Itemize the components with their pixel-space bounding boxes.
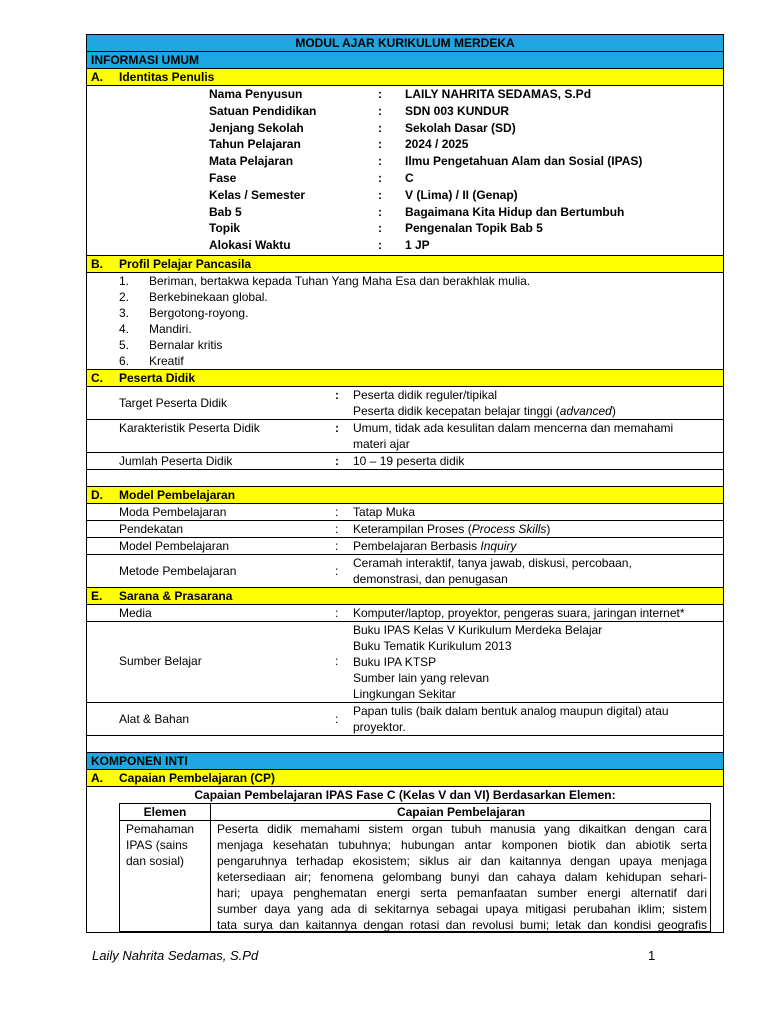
colon: :: [378, 87, 382, 101]
metode-value-2: demonstrasi, dan penugasan: [353, 572, 508, 586]
sumber-list: [353, 622, 602, 702]
column-divider: [210, 804, 211, 931]
identitas-label: Satuan Pendidikan: [209, 103, 317, 118]
identitas-value: C: [405, 171, 414, 185]
colon: :: [378, 103, 382, 118]
list-number: 3.: [119, 306, 130, 320]
alat-row: [87, 703, 723, 736]
pendekatan-row: [87, 521, 723, 538]
cp-table-header: [120, 804, 710, 821]
spacer-row: [87, 470, 723, 487]
identitas-value: Pengenalan Topik Bab 5: [405, 221, 543, 236]
identitas-value: Ilmu Pengetahuan Alam dan Sosial (IPAS): [405, 154, 643, 169]
section-d-header: [87, 487, 723, 504]
sumber-item: Buku IPA KTSP: [353, 655, 437, 669]
section-letter: C.: [91, 371, 103, 385]
colon: :: [378, 137, 382, 152]
colon: :: [378, 221, 382, 236]
colon: :: [378, 238, 382, 253]
capaian-line: sumber daya yang ada di sekitarnya sebagai upaya mitigasi perubahan iklim; sistem: [217, 902, 707, 916]
footer-author: Laily Nahrita Sedamas, S.Pd: [92, 948, 259, 963]
colon: :: [378, 154, 382, 169]
media-row: [87, 605, 723, 622]
info-umum-row: [87, 52, 723, 69]
sumber-item: Lingkungan Sekitar: [353, 687, 456, 701]
section-e-header: [87, 588, 723, 605]
identitas-label: Fase: [209, 171, 237, 185]
jumlah-label: Jumlah Peserta Didik: [119, 454, 233, 468]
colon: :: [335, 539, 339, 553]
section-letter: A.: [91, 771, 103, 785]
list-text: Bergotong-royong.: [149, 306, 249, 320]
profil-list: [119, 273, 530, 369]
section-title: Capaian Pembelajaran (CP): [119, 771, 276, 785]
colon: :: [335, 654, 339, 668]
metode-label: Metode Pembelajaran: [119, 564, 237, 578]
list-number: 1.: [119, 274, 130, 288]
identitas-value: LAILY NAHRITA SEDAMAS, S.Pd: [405, 87, 592, 101]
elemen-line: Pemahaman: [126, 822, 195, 836]
list-item: [119, 337, 530, 353]
section-title: Identitas Penulis: [119, 70, 215, 84]
sumber-row: [87, 622, 723, 703]
colon: :: [335, 505, 339, 519]
section-c-header: [87, 370, 723, 387]
list-number: 2.: [119, 290, 130, 304]
model-label: Model Pembelajaran: [119, 539, 230, 553]
identitas-label: Tahun Pelajaran: [209, 137, 301, 152]
identitas-label: Mata Pelajaran: [209, 154, 294, 169]
capaian-cell: [217, 821, 707, 933]
target-label: Target Peserta Didik: [119, 396, 228, 410]
colon: :: [335, 606, 339, 620]
moda-label: Moda Pembelajaran: [119, 505, 227, 519]
identitas-label: Nama Penyusun: [209, 87, 303, 101]
capaian-line: menjaga kesehatan tubuhnya; hubungan antar komponen biotik dan abiotik serta: [217, 838, 707, 852]
komponen-inti-row: [87, 753, 723, 770]
colon: :: [378, 187, 382, 202]
karakteristik-value-2: materi ajar: [353, 437, 410, 451]
list-text: Berkebinekaan global.: [149, 290, 268, 304]
sumber-item: Sumber lain yang relevan: [353, 671, 490, 685]
karakteristik-label: Karakteristik Peserta Didik: [119, 421, 260, 435]
colon: :: [378, 171, 382, 185]
section-letter: A.: [91, 70, 103, 84]
metode-value-1: Ceramah interaktif, tanya jawab, diskusi, percobaan,: [353, 556, 632, 570]
sumber-item: Buku IPAS Kelas V Kurikulum Merdeka Belajar: [353, 623, 603, 637]
list-item: [119, 353, 530, 369]
list-text: Beriman, bertakwa kepada Tuhan Yang Maha Esa dan berakhlak mulia.: [149, 274, 531, 288]
alat-value-1: Papan tulis (baik dalam bentuk analog maupun digital) atau: [353, 704, 669, 718]
info-umum-heading: INFORMASI UMUM: [91, 53, 199, 67]
model-value: Pembelajaran Berbasis Inquiry: [353, 539, 517, 553]
identitas-label: Alokasi Waktu: [209, 238, 291, 253]
colon: :: [335, 421, 339, 435]
profil-list-block: [87, 273, 723, 370]
jumlah-value: 10 – 19 peserta didik: [353, 454, 465, 468]
jumlah-row: [87, 453, 723, 470]
col-capaian-header: Capaian Pembelajaran: [396, 805, 526, 819]
section-title: Model Pembelajaran: [119, 488, 236, 502]
identitas-value: 1 JP: [405, 238, 430, 253]
section-letter: E.: [91, 589, 103, 603]
metode-row: [87, 555, 723, 588]
identitas-label: Kelas / Semester: [209, 187, 306, 202]
pendekatan-value: Keterampilan Proses (Process Skills): [353, 522, 551, 536]
document-table: [86, 34, 724, 933]
sumber-label: Sumber Belajar: [119, 654, 202, 668]
pendekatan-label: Pendekatan: [119, 522, 184, 536]
list-item: [119, 321, 530, 337]
document-title: MODUL AJAR KURIKULUM MERDEKA: [295, 36, 515, 50]
model-row: [87, 538, 723, 555]
section-letter: D.: [91, 488, 103, 502]
colon: :: [335, 564, 339, 578]
komponen-inti-heading: KOMPONEN INTI: [91, 754, 188, 768]
cp-element-table: [119, 803, 711, 932]
identitas-label: Topik: [209, 221, 241, 236]
cp-header: [87, 770, 723, 787]
sumber-item: Buku Tematik Kurikulum 2013: [353, 639, 512, 653]
section-a-header: [87, 69, 723, 86]
col-elemen-header: Elemen: [143, 805, 187, 819]
list-number: 6.: [119, 354, 130, 368]
alat-value-2: proyektor.: [353, 720, 406, 734]
target-value-2: Peserta didik kecepatan belajar tinggi (advanced): [353, 404, 616, 418]
capaian-line: Peserta didik memahami sistem organ tubuh manusia yang dikaitkan dengan cara: [217, 822, 707, 836]
colon: :: [335, 522, 339, 536]
identitas-value: 2024 / 2025: [405, 137, 469, 152]
alat-label: Alat & Bahan: [119, 712, 190, 726]
identitas-value: Sekolah Dasar (SD): [405, 120, 516, 135]
list-item: [119, 305, 530, 321]
list-text: Mandiri.: [149, 322, 192, 336]
section-title: Profil Pelajar Pancasila: [119, 257, 252, 271]
capaian-line: pengaruhnya terhadap ekosistem; siklus air dan kaitannya dengan upaya menjaga: [217, 854, 707, 868]
identitas-value: SDN 003 KUNDUR: [405, 103, 510, 118]
footer-page-number: 1: [648, 948, 656, 963]
cp-block: [87, 787, 723, 932]
title-row: [87, 35, 723, 52]
elemen-line: dan sosial): [126, 854, 185, 868]
list-number: 5.: [119, 338, 130, 352]
list-item: [119, 289, 530, 305]
karakteristik-value-1: Umum, tidak ada kesulitan dalam mencerna dan memahami: [353, 421, 674, 435]
moda-value: Tatap Muka: [353, 505, 416, 519]
spacer-row: [87, 736, 723, 753]
capaian-line: tata surya dan kaitannya dengan rotasi dan revolusi bumi; letak dan kondisi geografis: [217, 918, 707, 932]
karakteristik-row: [87, 420, 723, 453]
elemen-cell: [126, 821, 194, 869]
capaian-line: hari; upaya penghematan energi serta pemanfaatan sumber energi alternatif dari: [217, 886, 707, 900]
section-b-header: [87, 256, 723, 273]
target-value-1: Peserta didik reguler/tipikal: [353, 388, 498, 402]
colon: :: [335, 388, 339, 402]
capaian-line: ketersediaan air; fenomena gelombang bunyi dan cahaya dalam kehidupan sehari-: [217, 870, 707, 884]
identitas-value: Bagaimana Kita Hidup dan Bertumbuh: [405, 204, 625, 219]
list-text: Kreatif: [149, 354, 184, 368]
colon: :: [378, 204, 382, 219]
list-text: Bernalar kritis: [149, 338, 223, 352]
media-value: Komputer/laptop, proyektor, pengeras suara, jaringan internet*: [353, 606, 685, 620]
section-title: Peserta Didik: [119, 371, 196, 385]
colon: :: [335, 454, 339, 468]
colon: :: [335, 712, 339, 726]
identitas-value: V (Lima) / II (Genap): [405, 187, 518, 202]
section-letter: B.: [91, 257, 103, 271]
elemen-line: IPAS (sains: [126, 838, 188, 852]
section-title: Sarana & Prasarana: [119, 589, 233, 603]
media-label: Media: [119, 606, 152, 620]
target-row: [87, 387, 723, 420]
colon: :: [378, 120, 382, 135]
moda-row: [87, 504, 723, 521]
list-number: 4.: [119, 322, 130, 336]
identitas-block: [87, 86, 723, 256]
identitas-label: Bab 5: [209, 204, 242, 219]
identitas-label: Jenjang Sekolah: [209, 120, 304, 135]
cp-table-title: Capaian Pembelajaran IPAS Fase C (Kelas V dan VI) Berdasarkan Elemen:: [194, 788, 616, 802]
list-item: [119, 273, 530, 289]
